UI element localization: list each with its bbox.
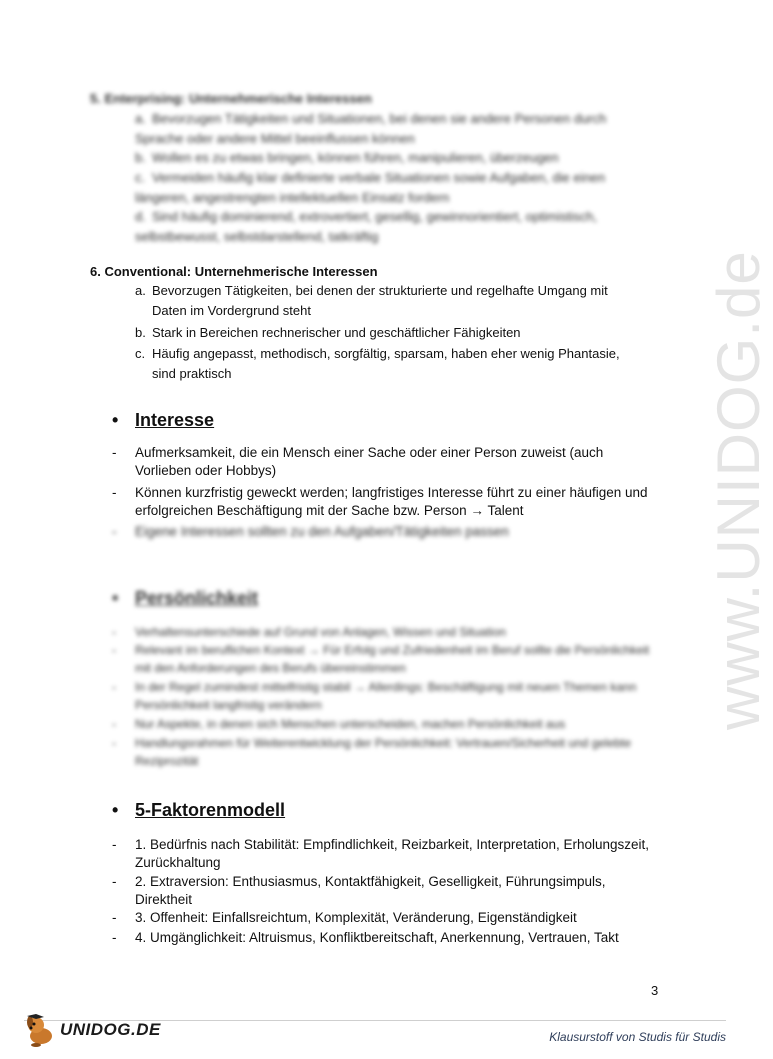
persoenlichkeit-heading: • Persönlichkeit bbox=[112, 588, 259, 608]
faktoren-heading: • 5-Faktorenmodell bbox=[112, 800, 286, 820]
interesse-heading: • Interesse bbox=[112, 410, 215, 430]
dog-icon bbox=[24, 1012, 60, 1048]
section-6-item-b: b. Stark in Bereichen rechnerischer und geschäftlicher Fähigkeiten bbox=[135, 325, 521, 340]
section-5-item-d: d. Sind häufig dominierend, extrovertiert, gesellig, gewinnorientiert, optimistisch, selbstbewusst, selbstdarstellend, tatkräftig bbox=[135, 209, 598, 244]
section-5-item-b: b. Wollen es zu etwas bringen, können führen, manipulieren, überzeugen bbox=[135, 150, 559, 165]
faktoren-item-3: - 3. Offenheit: Einfallsreichtum, Komplexität, Veränderung, Eigenständigkeit bbox=[112, 910, 577, 925]
faktoren-item-2: - 2. Extraversion: Enthusiasmus, Kontaktfähigkeit, Geselligkeit, Führungsimpuls, Direktheit bbox=[112, 874, 606, 907]
persoenlichkeit-item-4: - Nur Aspekte, in denen sich Menschen unterscheiden, machen Persönlichkeit aus bbox=[112, 717, 566, 731]
persoenlichkeit-item-5: - Handlungsrahmen für Weiterentwicklung der Persönlichkeit: Vertrauen/Sicherheit und gelebte Reziprozität bbox=[112, 736, 632, 768]
unidog-logo[interactable]: UNIDOG.DE bbox=[24, 1012, 174, 1048]
interesse-item-2: - Können kurzfristig geweckt werden; langfristiges Interesse führt zu einer häufigen und erfolgreichen Beschäftigung mit der Sache bzw. Person → Talent bbox=[112, 485, 648, 518]
persoenlichkeit-item-2: - Relevant im beruflichen Kontext → Für Erfolg und Zufriedenheit im Beruf sollte die Persönlichkeit mit den Anforderungen des Berufs übereinstimmen bbox=[112, 643, 650, 675]
persoenlichkeit-item-1: - Verhaltensunterschiede auf Grund von Anlagen, Wissen und Situation bbox=[112, 625, 506, 639]
section-5-item-c: c. Vermeiden häufig klar definierte verbale Situationen sowie Aufgaben, die einen längeren, angestrengten intellektuellen Einsatz fordern bbox=[135, 170, 606, 205]
persoenlichkeit-item-3: - In der Regel zumindest mittelfristig stabil → Allerdings: Beschäftigung mit neuen Themen kann Persönlichkeit langfristig verändern bbox=[112, 680, 637, 712]
section-6-item-a: a. Bevorzugen Tätigkeiten, bei denen der strukturierte und regelhafte Umgang mit Daten im Vordergrund steht bbox=[135, 283, 608, 318]
page-number: 3 bbox=[651, 983, 659, 998]
section-5-item-a: a. Bevorzugen Tätigkeiten und Situationen, bei denen sie andere Personen durch Sprache oder andere Mittel beeinflussen können bbox=[135, 111, 607, 146]
interesse-item-3: - Eigene Interessen sollten zu den Aufgaben/Tätigkeiten passen bbox=[112, 524, 509, 539]
faktoren-item-4: - 4. Umgänglichkeit: Altruismus, Konfliktbereitschaft, Anerkennung, Vertrauen, Takt bbox=[112, 930, 619, 945]
footer-tagline: Klausurstoff von Studis für Studis bbox=[549, 1030, 726, 1044]
faktoren-item-1: - 1. Bedürfnis nach Stabilität: Empfindlichkeit, Reizbarkeit, Interpretation, Erholungszeit, Zurückhaltung bbox=[112, 837, 650, 870]
section-5-title: 5. Enterprising: Unternehmerische Interessen bbox=[90, 91, 372, 106]
interesse-item-1: - Aufmerksamkeit, die ein Mensch einer Sache oder einer Person zuweist (auch Vorlieben oder Hobbys) bbox=[112, 445, 604, 478]
watermark: www.UNIDOG.de bbox=[705, 250, 772, 730]
section-6-item-c: c. Häufig angepasst, methodisch, sorgfältig, sparsam, haben eher wenig Phantasie, sind praktisch bbox=[135, 346, 620, 381]
section-6-title: 6. Conventional: Unternehmerische Interessen bbox=[90, 264, 378, 279]
